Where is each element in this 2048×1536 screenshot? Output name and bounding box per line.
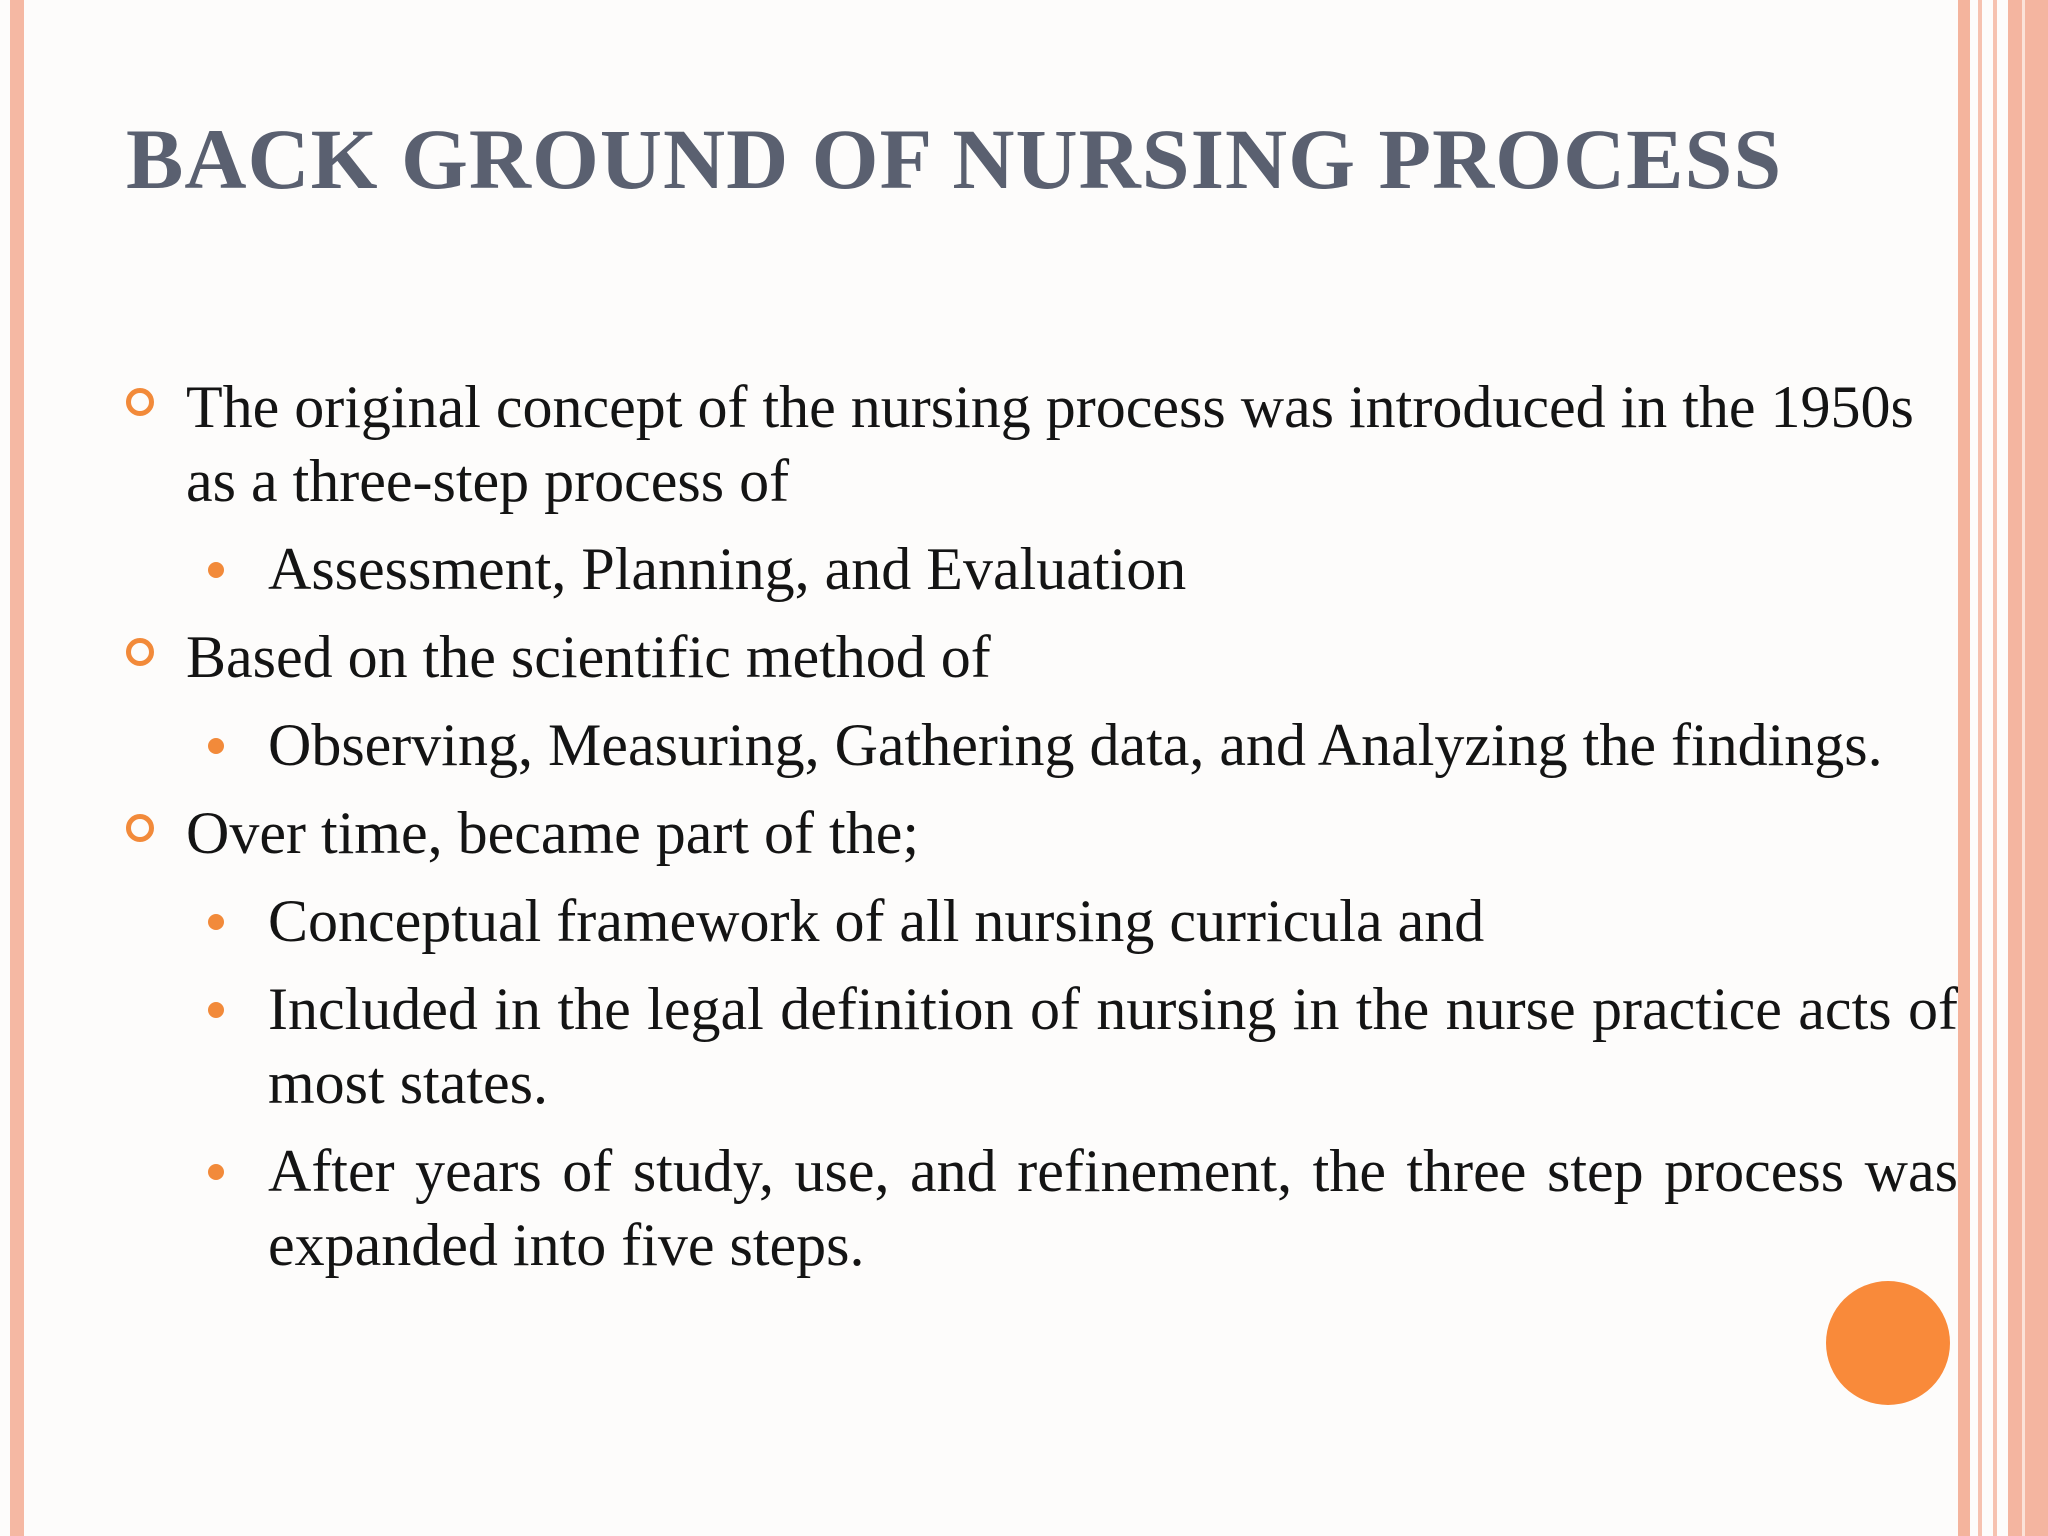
dot-bullet-icon [208,562,224,578]
bullet-text: After years of study, use, and refinement, the three step process was expanded into five steps. [268,1138,1958,1278]
ring-bullet-icon [126,388,154,416]
bullet-text: Assessment, Planning, and Evaluation [268,536,1187,602]
bullet-text: Conceptual framework of all nursing curricula and [268,888,1485,954]
dot-bullet-icon [208,738,224,754]
ring-bullet-icon [126,638,154,666]
bullet-text: Observing, Measuring, Gathering data, and Analyzing the findings. [268,712,1883,778]
bullet-level-1 [126,796,1958,870]
bullet-level-2 [126,972,1958,1120]
right-border-stripe [1993,0,1997,1536]
bullet-level-1 [126,370,1958,518]
bullet-text: The original concept of the nursing process was introduced in the 1950s as a three-step process of [186,374,1914,514]
dot-bullet-icon [208,1164,224,1180]
slide-body [126,370,1958,1296]
dot-bullet-icon [208,1002,224,1018]
bullet-text: Over time, became part of the; [186,800,920,866]
bullet-level-2 [126,884,1958,958]
right-border-stripe [2022,0,2025,1536]
left-border-stripe [10,0,24,1536]
bullet-level-2 [126,1134,1958,1282]
slide-title: BACK GROUND OF NURSING PROCESS [126,111,1783,207]
decorative-circle [1826,1281,1950,1405]
right-border-stripe [1958,0,1970,1536]
bullet-text: Included in the legal definition of nursing in the nurse practice acts of most states. [268,976,1958,1116]
ring-bullet-icon [126,814,154,842]
bullet-text: Based on the scientific method of [186,624,991,690]
dot-bullet-icon [208,914,224,930]
right-border-stripe [2008,0,2048,1536]
bullet-level-1 [126,620,1958,694]
bullet-level-2 [126,708,1958,782]
bullet-level-2 [126,532,1958,606]
right-border-stripe [1978,0,1982,1536]
